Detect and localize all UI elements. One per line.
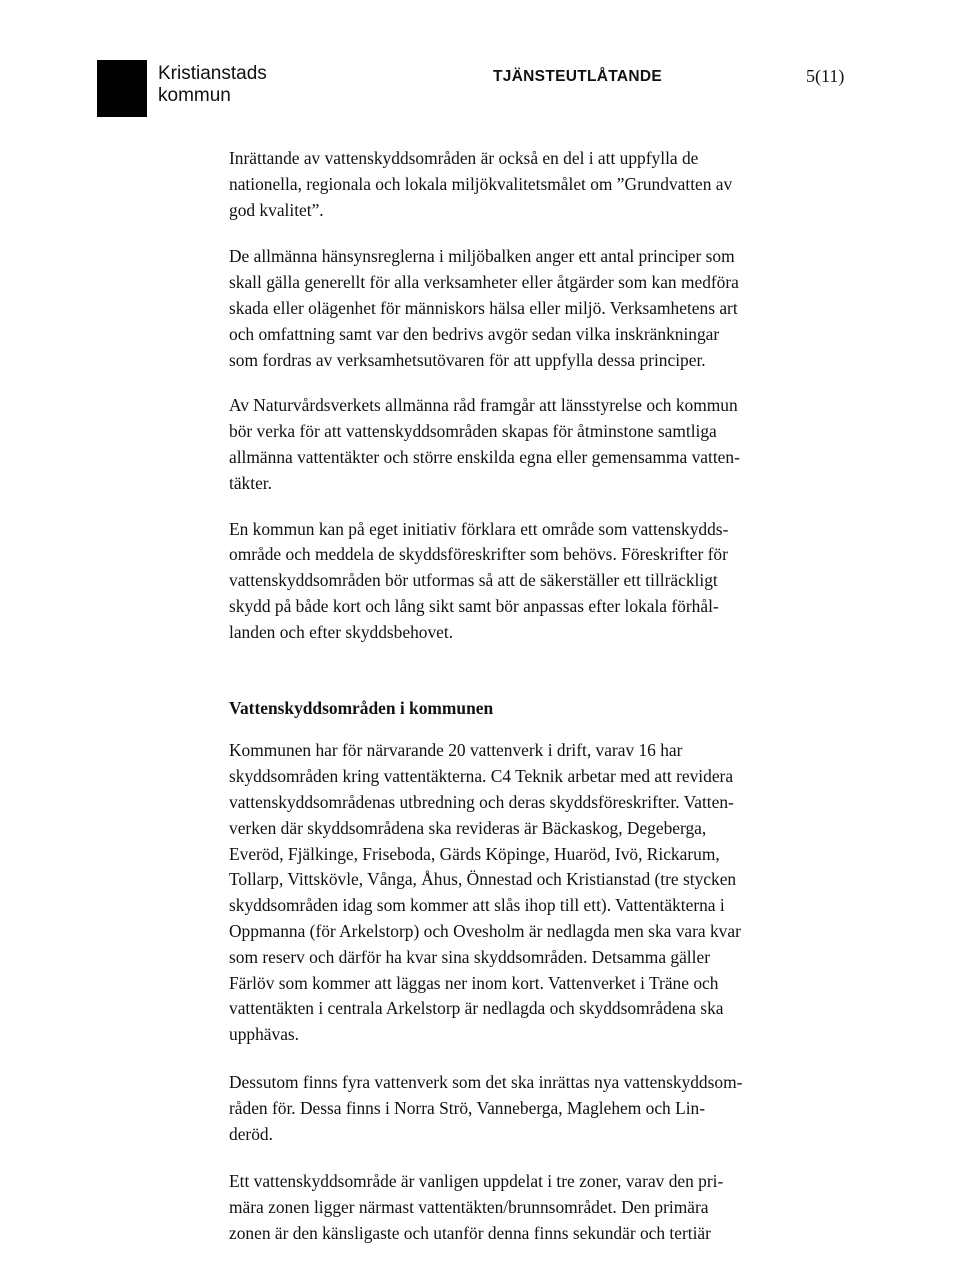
page-number: 5(11) <box>806 66 845 86</box>
logo-square <box>97 60 147 117</box>
paragraph-3: Av Naturvårdsverkets allmänna råd framgår att länsstyrelse och kommun bör verka för att vattenskyddsområden skapas för åtminstone samtliga allmänna vattentäkter och större enskilda egna eller gemensamma vatten- täkter. <box>229 395 740 493</box>
paragraph-2: De allmänna hänsynsreglerna i miljöbalken anger ett antal principer som skall gälla generellt för alla verksamheter eller åtgärder som kan medföra skada eller olägenhet för människors hälsa eller miljö. Verksamhetens art och omfattning samt var den bedrivs avgör sedan vilka inskränkningar som fordras av verksamhetsutövaren för att uppfylla dessa principer. <box>229 246 739 370</box>
document-type: TJÄNSTEUTLÅTANDE <box>493 68 662 85</box>
paragraph-1: Inrättande av vattenskyddsområden är också en del i att uppfylla de nationella, regionala och lokala miljökvalitetsmålet om ”Grundvatten av god kvalitet”. <box>229 148 733 220</box>
document-body <box>229 146 789 1269</box>
paragraph-4: En kommun kan på eget initiativ förklara ett område som vattenskydds- område och meddela de skyddsföreskrifter som behövs. Föreskrifter för vattenskyddsområden bör utformas så att de säkerställer ett tillräckligt skydd på både kort och lång sikt samt bör anpassas efter lokala förhål- landen och efter skyddsbehovet. <box>229 518 729 642</box>
org-line-2: kommun <box>158 85 231 106</box>
section-heading: Vattenskyddsområden i kommunen <box>229 697 494 718</box>
paragraph-7: Ett vattenskyddsområde är vanligen uppdelat i tre zoner, varav den pri- mära zonen ligger närmast vattentäkten/brunnsområdet. Den primära zonen är den känsligaste och utanför denna finns sekundär och tertiär <box>229 1171 724 1243</box>
paragraph-5: Kommunen har för närvarande 20 vattenverk i drift, varav 16 har skyddsområden kring vattentäkterna. C4 Teknik arbetar med att revidera vattenskyddsområdenas utbredning och deras skyddsföreskrifter. Vatten- verken där skyddsområdena ska revideras är Bäckaskog, Degeberga, Everöd, Fjälkinge, Friseboda, Gärds Köpinge, Huaröd, Ivö, Rickarum, Tollarp, Vittskövle, Vånga, Åhus, Önnestad och Kristianstad (tre stycken skyddsområden idag som kommer att slås ihop till ett). Vattentäkterna i Oppmanna (för Arkelstorp) och Ovesholm är nedlagda men ska vara kvar som reserv och därför ha kvar sina skyddsområden. Detsamma gäller Färlöv som kommer att läggas ner inom kort. Vattenverket i Träne och vattentäkten i centrala Arkelstorp är nedlagda och skyddsområdena ska upphävas. <box>229 740 741 1045</box>
paragraph-6: Dessutom finns fyra vattenverk som det ska inrättas nya vattenskyddsom- råden för. Dessa finns i Norra Strö, Vanneberga, Maglehem och Lin- deröd. <box>229 1071 743 1144</box>
organization-name <box>158 63 267 107</box>
org-line-1: Kristianstads <box>158 63 267 84</box>
